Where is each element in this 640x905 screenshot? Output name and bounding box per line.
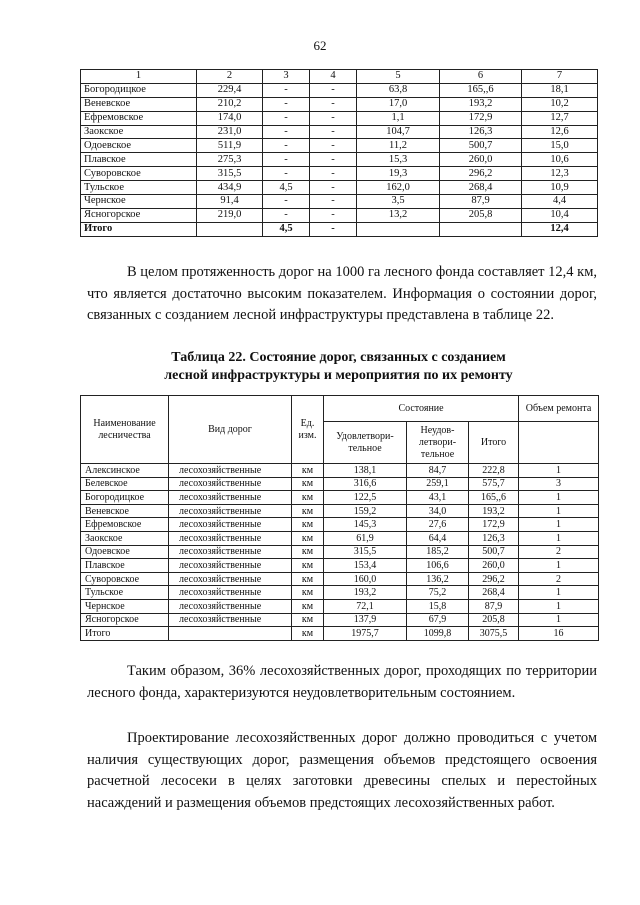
- forestry-name: Тульское: [81, 586, 169, 600]
- caption-line-1: Таблица 22. Состояние дорог, связанных с созданием: [171, 350, 506, 365]
- total-condition-total: 3075,5: [469, 627, 519, 641]
- cell-col6: 87,9: [440, 195, 522, 209]
- cell-col5: 104,7: [357, 125, 440, 139]
- table-row: [81, 504, 599, 518]
- cell-col5: 13,2: [357, 208, 440, 222]
- cell-col2: 174,0: [197, 111, 263, 125]
- table-row: [81, 491, 599, 505]
- unsatisfactory: 106,6: [407, 559, 469, 573]
- road-kind: лесохозяйственные: [169, 504, 292, 518]
- total-unit: км: [292, 627, 324, 641]
- condition-total: 268,4: [469, 586, 519, 600]
- condition-total: 126,3: [469, 531, 519, 545]
- cell-col3: -: [263, 139, 310, 153]
- unit: км: [292, 572, 324, 586]
- unsatisfactory: 84,7: [407, 464, 469, 478]
- unit: км: [292, 559, 324, 573]
- header-satisfactory: Удовлетвори-тельное: [324, 422, 407, 464]
- unsatisfactory: 136,2: [407, 572, 469, 586]
- forestry-name: Ефремовское: [81, 518, 169, 532]
- table-row: [81, 208, 598, 222]
- column-number-6: 6: [440, 70, 522, 84]
- repair-volume: 1: [519, 559, 599, 573]
- total-row: [81, 627, 599, 641]
- unsatisfactory: 27,6: [407, 518, 469, 532]
- cell-col5: 19,3: [357, 167, 440, 181]
- satisfactory: 160,0: [324, 572, 407, 586]
- header-road-kind: Вид дорог: [169, 396, 292, 464]
- cell-col7: 10,4: [522, 208, 598, 222]
- cell-col4: -: [310, 167, 357, 181]
- table-header-row: [81, 70, 598, 84]
- cell-col2: 315,5: [197, 167, 263, 181]
- road-kind: лесохозяйственные: [169, 572, 292, 586]
- satisfactory: 315,5: [324, 545, 407, 559]
- cell-col2: 434,9: [197, 181, 263, 195]
- cell-col3: -: [263, 97, 310, 111]
- paragraph-road-design: Проектирование лесохозяйственных дорог должно проводиться с учетом наличия существующих дорог, размещения объемов предстоящего освоения расчетной лесосеки в целях заготовки древесины спелых и перестойных насаждений и размещения объемов предстоящих лесохозяйственных работ.: [87, 730, 597, 811]
- total-col3: 4,5: [263, 222, 310, 236]
- table-row: [81, 599, 599, 613]
- forestry-name: Суворовское: [81, 572, 169, 586]
- repair-volume: 1: [519, 531, 599, 545]
- cell-col4: -: [310, 139, 357, 153]
- unit: км: [292, 599, 324, 613]
- cell-col4: -: [310, 181, 357, 195]
- forestry-name: Веневское: [81, 504, 169, 518]
- road-kind: лесохозяйственные: [169, 599, 292, 613]
- satisfactory: 137,9: [324, 613, 407, 627]
- cell-col6: 268,4: [440, 181, 522, 195]
- unsatisfactory: 259,1: [407, 477, 469, 491]
- table-22-caption: [80, 349, 597, 385]
- forestry-name: Чернское: [81, 599, 169, 613]
- forestry-name: Ясногорское: [81, 613, 169, 627]
- header-condition: Состояние: [324, 396, 519, 422]
- cell-col5: 11,2: [357, 139, 440, 153]
- total-road-kind: [169, 627, 292, 641]
- table-row: [81, 167, 598, 181]
- repair-volume: 1: [519, 599, 599, 613]
- table-row: [81, 125, 598, 139]
- forestry-name: Богородицкое: [81, 83, 197, 97]
- total-forestry-name: Итого: [81, 627, 169, 641]
- forestry-name: Белевское: [81, 477, 169, 491]
- satisfactory: 61,9: [324, 531, 407, 545]
- cell-col6: 296,2: [440, 167, 522, 181]
- road-kind: лесохозяйственные: [169, 477, 292, 491]
- cell-col3: -: [263, 125, 310, 139]
- table-row: [81, 153, 598, 167]
- road-kind: лесохозяйственные: [169, 518, 292, 532]
- total-col4: -: [310, 222, 357, 236]
- unsatisfactory: 185,2: [407, 545, 469, 559]
- condition-total: 260,0: [469, 559, 519, 573]
- cell-col5: 162,0: [357, 181, 440, 195]
- repair-volume: 1: [519, 504, 599, 518]
- road-condition-table: [80, 395, 599, 641]
- unsatisfactory: 34,0: [407, 504, 469, 518]
- satisfactory: 72,1: [324, 599, 407, 613]
- cell-col7: 12,7: [522, 111, 598, 125]
- forestry-name: Заокское: [81, 125, 197, 139]
- table-row: [81, 586, 599, 600]
- road-kind: лесохозяйственные: [169, 545, 292, 559]
- cell-col3: -: [263, 167, 310, 181]
- condition-total: 205,8: [469, 613, 519, 627]
- column-number-5: 5: [357, 70, 440, 84]
- cell-col5: 3,5: [357, 195, 440, 209]
- cell-col7: 12,3: [522, 167, 598, 181]
- satisfactory: 145,3: [324, 518, 407, 532]
- satisfactory: 193,2: [324, 586, 407, 600]
- condition-total: 575,7: [469, 477, 519, 491]
- caption-line-2: лесной инфраструктуры и мероприятия по их ремонту: [164, 368, 513, 383]
- forestry-name: Одоевское: [81, 545, 169, 559]
- forestry-name: Одоевское: [81, 139, 197, 153]
- forestry-name: Плавское: [81, 153, 197, 167]
- forestry-name: Заокское: [81, 531, 169, 545]
- total-col6: [440, 222, 522, 236]
- repair-volume: 2: [519, 572, 599, 586]
- condition-total: 500,7: [469, 545, 519, 559]
- unit: км: [292, 504, 324, 518]
- table-row: [81, 518, 599, 532]
- table-row: [81, 111, 598, 125]
- cell-col5: 17,0: [357, 97, 440, 111]
- cell-col4: -: [310, 125, 357, 139]
- repair-volume: 1: [519, 586, 599, 600]
- cell-col2: 229,4: [197, 83, 263, 97]
- forestry-name: Суворовское: [81, 167, 197, 181]
- table-row: [81, 531, 599, 545]
- cell-col7: 15,0: [522, 139, 598, 153]
- table-row: [81, 545, 599, 559]
- cell-col7: 10,2: [522, 97, 598, 111]
- forestry-name: Алексинское: [81, 464, 169, 478]
- cell-col2: 210,2: [197, 97, 263, 111]
- satisfactory: 316,6: [324, 477, 407, 491]
- cell-col3: -: [263, 83, 310, 97]
- cell-col7: 4,4: [522, 195, 598, 209]
- cell-col6: 126,3: [440, 125, 522, 139]
- column-number-2: 2: [197, 70, 263, 84]
- total-repair-volume: 16: [519, 627, 599, 641]
- forestry-name: Ефремовское: [81, 111, 197, 125]
- cell-col3: -: [263, 195, 310, 209]
- cell-col7: 10,9: [522, 181, 598, 195]
- unit: км: [292, 545, 324, 559]
- cell-col6: 260,0: [440, 153, 522, 167]
- header-forestry-name: Наименование лесничества: [81, 396, 169, 464]
- cell-col6: 165,,6: [440, 83, 522, 97]
- cell-col4: -: [310, 83, 357, 97]
- paragraph-road-density: В целом протяженность дорог на 1000 га лесного фонда составляет 12,4 км, что является достаточно высоким показателем. Информация о состоянии дорог, связанных с созданием лесной инфраструктуры представлена в таблице 22.: [87, 264, 597, 323]
- header-unsatisfactory: Неудов-летвори-тельное: [407, 422, 469, 464]
- table-row: [81, 181, 598, 195]
- unit: км: [292, 464, 324, 478]
- unit: км: [292, 477, 324, 491]
- unit: км: [292, 518, 324, 532]
- forestry-name: Ясногорское: [81, 208, 197, 222]
- total-col2: [197, 222, 263, 236]
- satisfactory: 138,1: [324, 464, 407, 478]
- cell-col6: 500,7: [440, 139, 522, 153]
- cell-col4: -: [310, 97, 357, 111]
- table-row: [81, 195, 598, 209]
- forestry-name: Плавское: [81, 559, 169, 573]
- satisfactory: 153,4: [324, 559, 407, 573]
- cell-col2: 91,4: [197, 195, 263, 209]
- total-satisfactory: 1975,7: [324, 627, 407, 641]
- satisfactory: 122,5: [324, 491, 407, 505]
- column-number-3: 3: [263, 70, 310, 84]
- cell-col4: -: [310, 208, 357, 222]
- cell-col5: 15,3: [357, 153, 440, 167]
- condition-total: 172,9: [469, 518, 519, 532]
- table-row: [81, 83, 598, 97]
- repair-volume: 2: [519, 545, 599, 559]
- condition-total: 87,9: [469, 599, 519, 613]
- table-row: [81, 572, 599, 586]
- cell-col4: -: [310, 111, 357, 125]
- total-col7: 12,4: [522, 222, 598, 236]
- unit: км: [292, 491, 324, 505]
- cell-col5: 1,1: [357, 111, 440, 125]
- cell-col4: -: [310, 195, 357, 209]
- header-condition-total: Итого: [469, 422, 519, 464]
- condition-total: 222,8: [469, 464, 519, 478]
- road-kind: лесохозяйственные: [169, 464, 292, 478]
- unit: км: [292, 586, 324, 600]
- cell-col6: 172,9: [440, 111, 522, 125]
- condition-total: 165,,6: [469, 491, 519, 505]
- unsatisfactory: 15,8: [407, 599, 469, 613]
- road-kind: лесохозяйственные: [169, 613, 292, 627]
- condition-total: 193,2: [469, 504, 519, 518]
- repair-volume: 1: [519, 491, 599, 505]
- condition-total: 296,2: [469, 572, 519, 586]
- header-repair-empty: [519, 422, 599, 464]
- road-kind: лесохозяйственные: [169, 559, 292, 573]
- forestry-name: Тульское: [81, 181, 197, 195]
- unsatisfactory: 43,1: [407, 491, 469, 505]
- cell-col5: 63,8: [357, 83, 440, 97]
- cell-col3: -: [263, 111, 310, 125]
- column-number-7: 7: [522, 70, 598, 84]
- cell-col3: -: [263, 153, 310, 167]
- cell-col4: -: [310, 153, 357, 167]
- table-row: [81, 613, 599, 627]
- cell-col2: 511,9: [197, 139, 263, 153]
- cell-col2: 231,0: [197, 125, 263, 139]
- cell-col7: 18,1: [522, 83, 598, 97]
- road-length-table: [80, 69, 598, 237]
- unsatisfactory: 67,9: [407, 613, 469, 627]
- cell-col2: 219,0: [197, 208, 263, 222]
- cell-col3: -: [263, 208, 310, 222]
- column-number-1: 1: [81, 70, 197, 84]
- road-kind: лесохозяйственные: [169, 491, 292, 505]
- header-repair-volume: Объем ремонта: [519, 396, 599, 422]
- total-unsatisfactory: 1099,8: [407, 627, 469, 641]
- repair-volume: 1: [519, 613, 599, 627]
- cell-col3: 4,5: [263, 181, 310, 195]
- forestry-name: Богородицкое: [81, 491, 169, 505]
- cell-col7: 10,6: [522, 153, 598, 167]
- table-row: [81, 559, 599, 573]
- forestry-name: Веневское: [81, 97, 197, 111]
- repair-volume: 3: [519, 477, 599, 491]
- road-kind: лесохозяйственные: [169, 531, 292, 545]
- cell-col6: 205,8: [440, 208, 522, 222]
- total-label: Итого: [81, 222, 197, 236]
- forestry-name: Чернское: [81, 195, 197, 209]
- cell-col6: 193,2: [440, 97, 522, 111]
- table-row: [81, 97, 598, 111]
- cell-col2: 275,3: [197, 153, 263, 167]
- unit: км: [292, 531, 324, 545]
- unsatisfactory: 64,4: [407, 531, 469, 545]
- page-number: 62: [313, 38, 327, 53]
- header-unit: Ед. изм.: [292, 396, 324, 464]
- column-number-4: 4: [310, 70, 357, 84]
- table-row: [81, 464, 599, 478]
- total-col5: [357, 222, 440, 236]
- paragraph-conclusion: Таким образом, 36% лесохозяйственных дорог, проходящих по территории лесного фонда, характеризуются неудовлетворительным состоянием.: [87, 663, 597, 701]
- cell-col7: 12,6: [522, 125, 598, 139]
- table-row: [81, 139, 598, 153]
- repair-volume: 1: [519, 518, 599, 532]
- unsatisfactory: 75,2: [407, 586, 469, 600]
- unit: км: [292, 613, 324, 627]
- satisfactory: 159,2: [324, 504, 407, 518]
- table-row: [81, 477, 599, 491]
- road-kind: лесохозяйственные: [169, 586, 292, 600]
- total-row: [81, 222, 598, 236]
- repair-volume: 1: [519, 464, 599, 478]
